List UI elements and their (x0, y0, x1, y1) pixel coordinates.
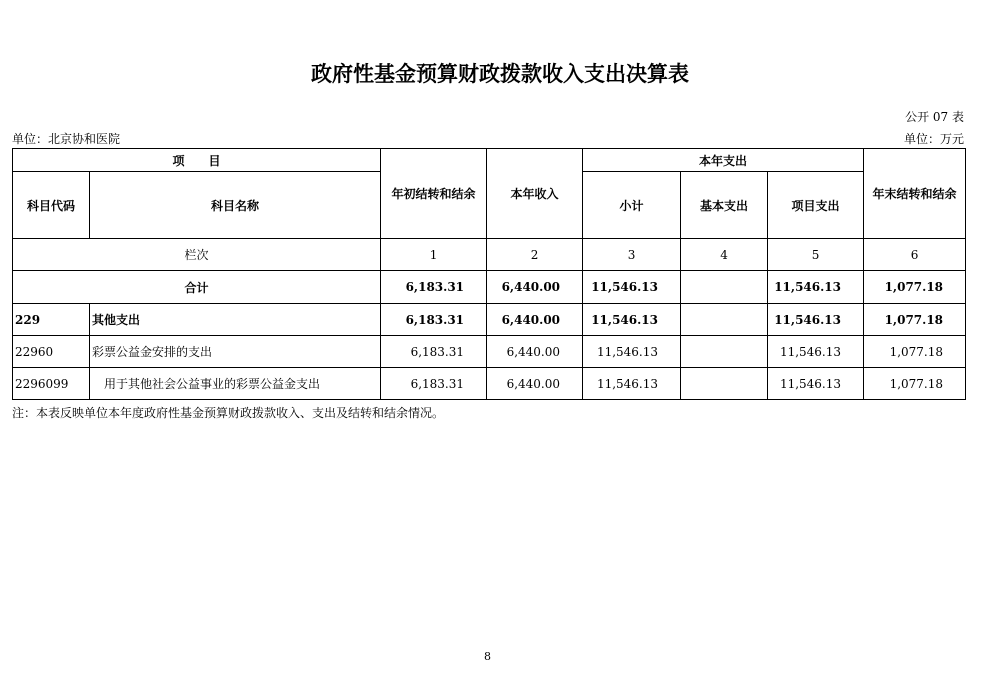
total-cell: 11,546.13 (768, 271, 864, 304)
row-cell: 6,440.00 (487, 336, 583, 368)
total-label: 合计 (13, 271, 381, 304)
row-cell (681, 304, 768, 336)
header-begin-balance: 年初结转和结余 (381, 149, 487, 239)
index-cell: 6 (864, 239, 966, 271)
row-cell: 11,546.13 (583, 336, 681, 368)
page-number: 8 (484, 650, 491, 663)
unit-currency: 单位：万元 (903, 132, 964, 146)
row-cell: 11,546.13 (768, 304, 864, 336)
index-cell: 5 (768, 239, 864, 271)
unit-organization: 单位：北京协和医院 (12, 132, 121, 146)
index-row (13, 239, 966, 271)
row-code: 229 (13, 304, 90, 336)
index-cell: 4 (681, 239, 768, 271)
row-cell: 11,546.13 (583, 304, 681, 336)
header-code: 科目代码 (13, 172, 90, 239)
header-project: 项目支出 (768, 172, 864, 239)
row-cell: 6,440.00 (487, 304, 583, 336)
row-cell: 6,440.00 (487, 368, 583, 400)
row-cell: 11,546.13 (583, 368, 681, 400)
table-row (13, 304, 966, 336)
row-cell: 6,183.31 (381, 304, 487, 336)
total-row (13, 271, 966, 304)
row-code: 22960 (13, 336, 90, 368)
header-subtotal: 小计 (583, 172, 681, 239)
total-cell: 6,440.00 (487, 271, 583, 304)
row-cell: 11,546.13 (768, 368, 864, 400)
row-code: 2296099 (13, 368, 90, 400)
header-basic: 基本支出 (681, 172, 768, 239)
row-cell: 6,183.31 (381, 336, 487, 368)
total-cell (681, 271, 768, 304)
footnote: 注：本表反映单位本年度政府性基金预算财政拨款收入、支出及结转和结余情况。 (12, 406, 445, 420)
index-label: 栏次 (13, 239, 381, 271)
row-name: 用于其他社会公益事业的彩票公益金支出 (90, 368, 381, 400)
row-cell: 6,183.31 (381, 368, 487, 400)
row-cell (681, 336, 768, 368)
total-cell: 1,077.18 (864, 271, 966, 304)
header-name: 科目名称 (90, 172, 381, 239)
total-cell: 6,183.31 (381, 271, 487, 304)
total-cell: 11,546.13 (583, 271, 681, 304)
page-title: 政府性基金预算财政拨款收入支出决算表 (311, 62, 689, 86)
row-name: 彩票公益金安排的支出 (90, 336, 381, 368)
row-cell: 1,077.18 (864, 336, 966, 368)
header-item: 项 目 (13, 149, 381, 172)
header-income: 本年收入 (487, 149, 583, 239)
header-end-balance: 年末结转和结余 (864, 149, 966, 239)
table-row (13, 368, 966, 400)
header-expense: 本年支出 (583, 149, 864, 172)
row-cell: 1,077.18 (864, 304, 966, 336)
index-cell: 1 (381, 239, 487, 271)
row-cell (681, 368, 768, 400)
row-cell: 11,546.13 (768, 336, 864, 368)
table-row (13, 336, 966, 368)
row-name: 其他支出 (90, 304, 381, 336)
index-cell: 2 (487, 239, 583, 271)
row-cell: 1,077.18 (864, 368, 966, 400)
index-cell: 3 (583, 239, 681, 271)
final-accounts-table (12, 148, 966, 400)
table-code: 公开 07 表 (905, 110, 964, 124)
